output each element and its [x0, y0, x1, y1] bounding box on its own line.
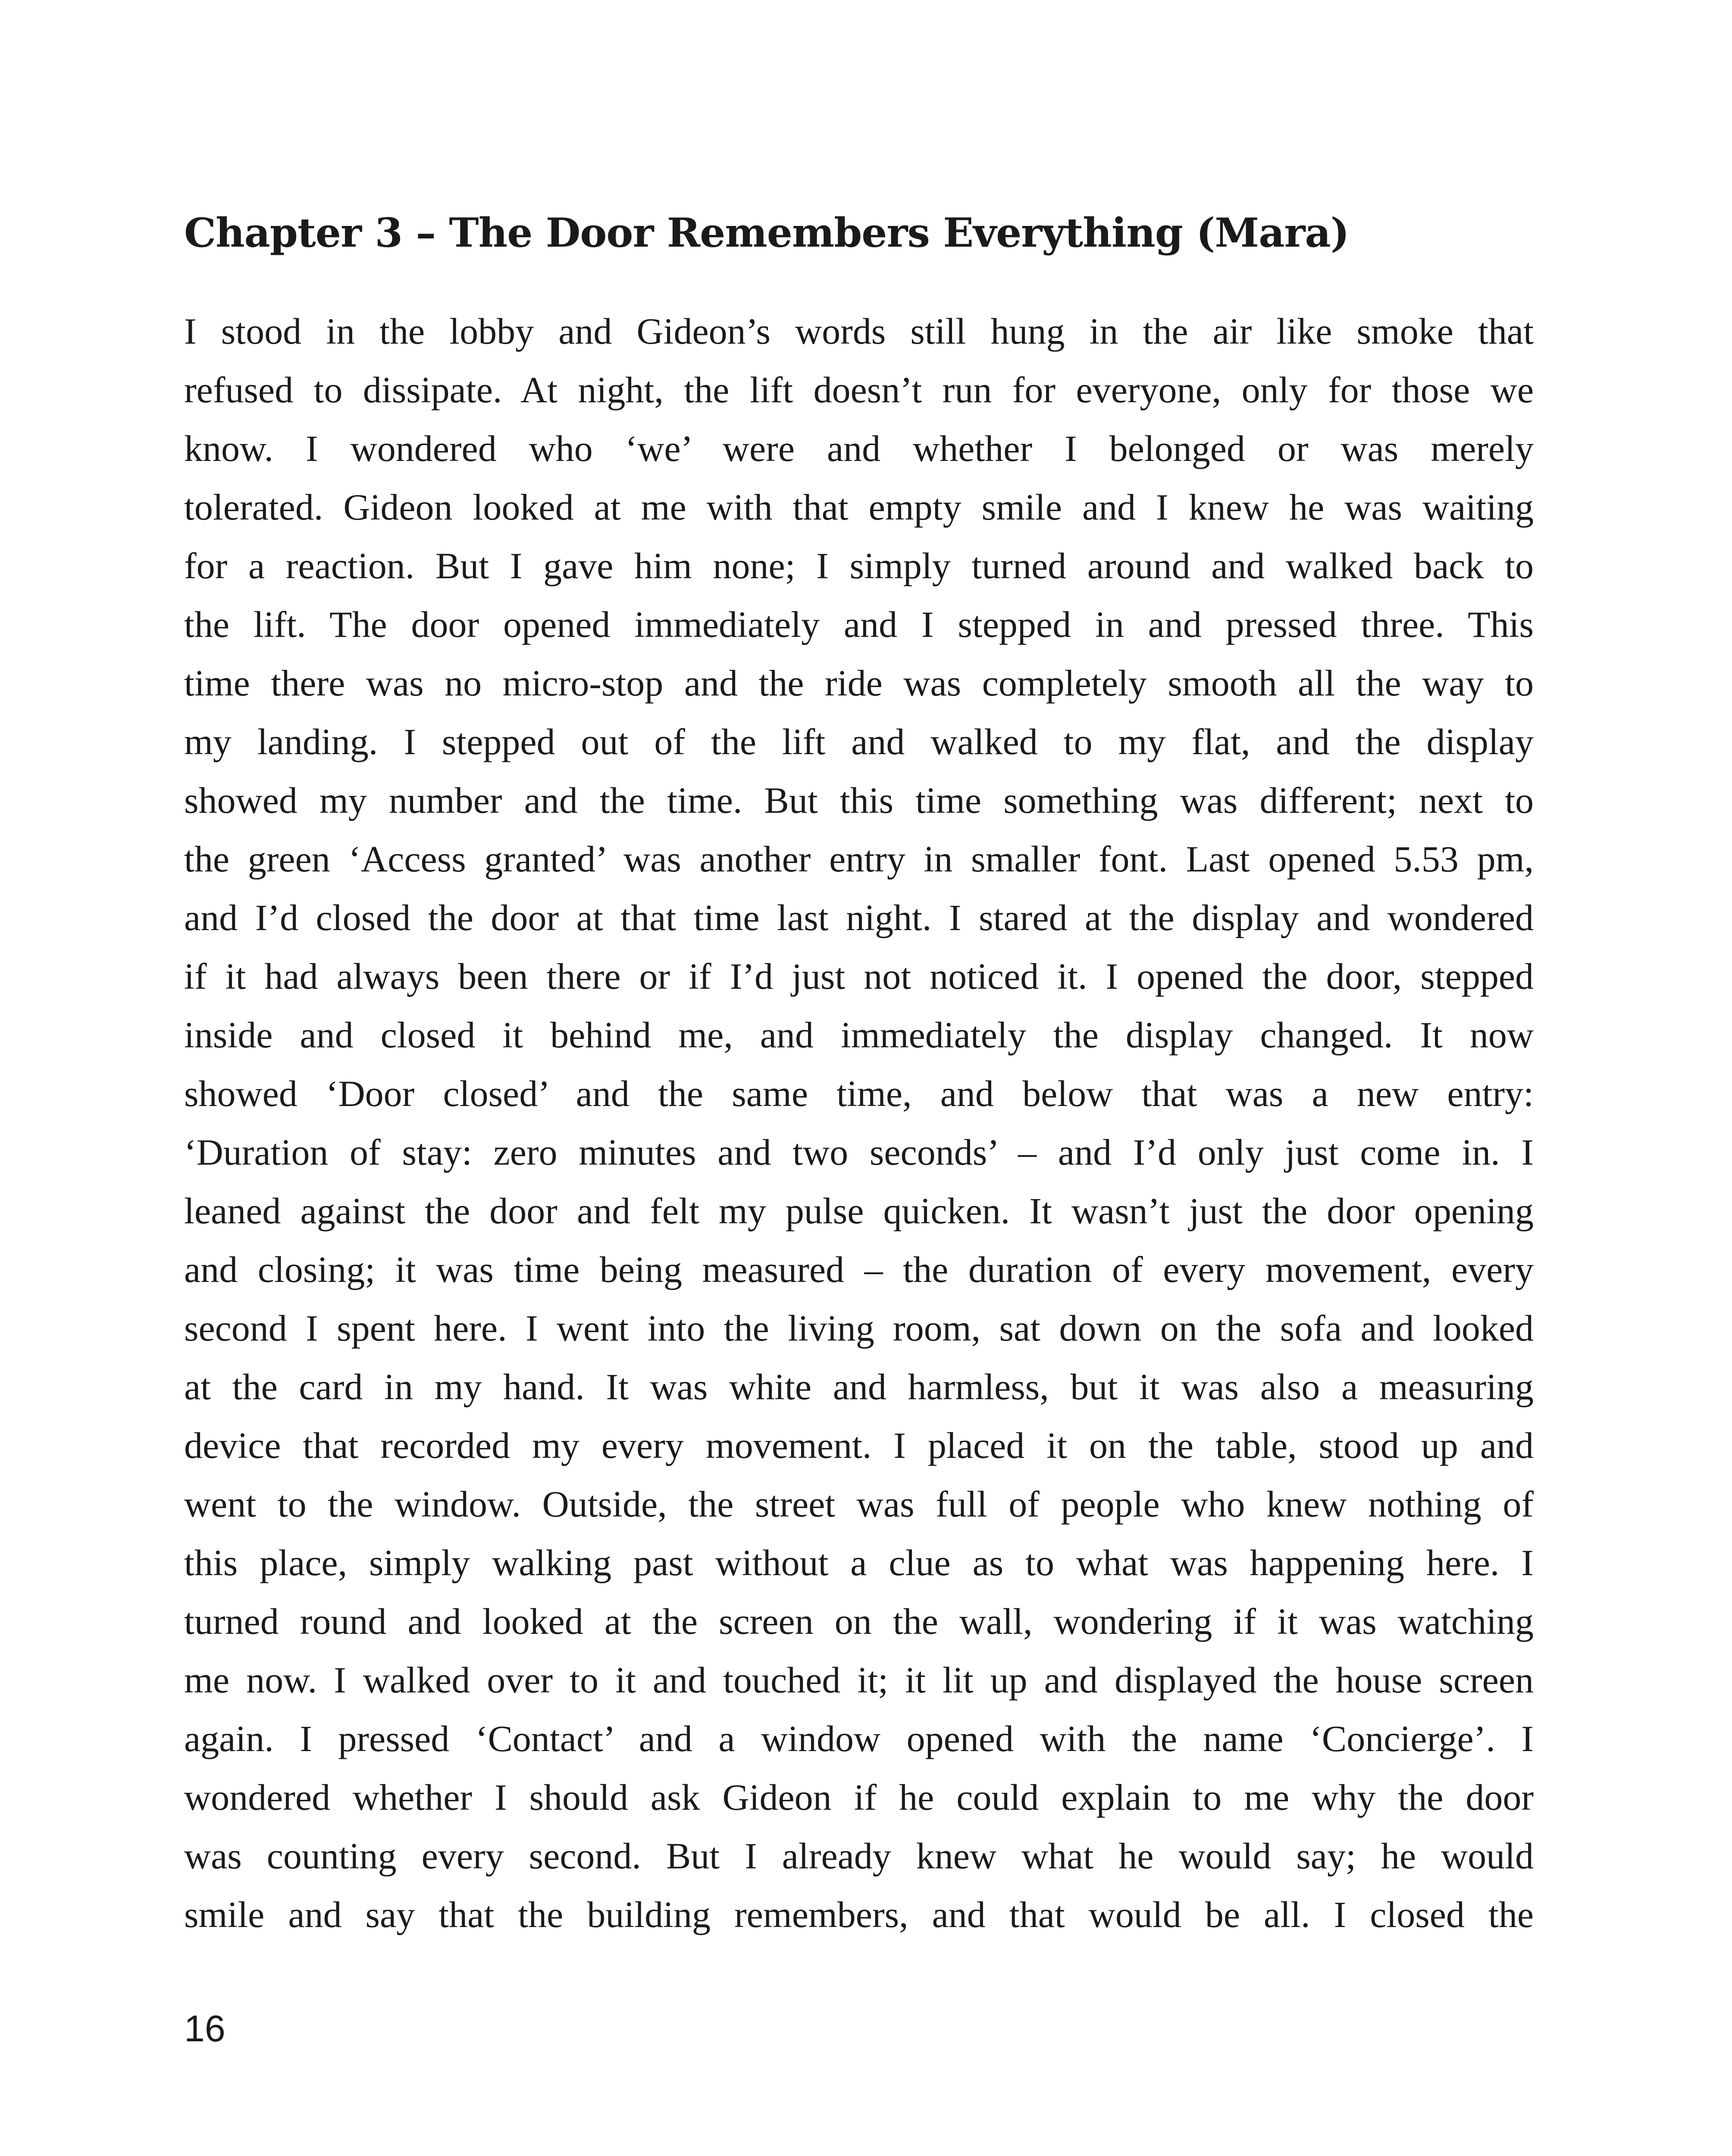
text-line: device that recorded my every movement. I placed it on the table, stood up and: [184, 1425, 1534, 1466]
chapter-title: Chapter 3 – The Door Remembers Everything (Mara): [184, 209, 1349, 256]
text-line: my landing. I stepped out of the lift and walked to my flat, and the display: [184, 721, 1534, 762]
text-line: turned round and looked at the screen on the wall, wondering if it was watching: [184, 1601, 1534, 1642]
text-line: second I spent here. I went into the living room, sat down on the sofa and looked: [184, 1307, 1534, 1349]
page-number: 16: [184, 2008, 226, 2049]
text-line: showed ‘Door closed’ and the same time, and below that was a new entry:: [184, 1073, 1534, 1114]
text-line: at the card in my hand. It was white and harmless, but it was also a measuring: [184, 1366, 1534, 1407]
text-line: this place, simply walking past without a clue as to what was happening here. I: [184, 1542, 1534, 1583]
text-line: for a reaction. But I gave him none; I simply turned around and walked back to: [184, 545, 1534, 586]
text-line: know. I wondered who ‘we’ were and whether I belonged or was merely: [184, 428, 1534, 469]
text-line: the green ‘Access granted’ was another entry in smaller font. Last opened 5.53 pm,: [184, 838, 1534, 880]
text-line: and closing; it was time being measured – the duration of every movement, every: [184, 1249, 1534, 1290]
text-line: showed my number and the time. But this time something was different; next to: [184, 780, 1534, 821]
text-line: was counting every second. But I already knew what he would say; he would: [184, 1835, 1534, 1877]
text-line: again. I pressed ‘Contact’ and a window opened with the name ‘Concierge’. I: [184, 1718, 1534, 1759]
text-line: and I’d closed the door at that time last night. I stared at the display and wondered: [184, 897, 1534, 938]
text-line: tolerated. Gideon looked at me with that empty smile and I knew he was waiting: [184, 486, 1534, 528]
body-paragraph: [184, 302, 1534, 1944]
text-line: went to the window. Outside, the street was full of people who knew nothing of: [184, 1483, 1534, 1525]
text-line: me now. I walked over to it and touched it; it lit up and displayed the house screen: [184, 1659, 1534, 1701]
text-line: if it had always been there or if I’d just not noticed it. I opened the door, stepped: [184, 956, 1534, 997]
text-line: the lift. The door opened immediately and I stepped in and pressed three. This: [184, 604, 1534, 645]
text-line: leaned against the door and felt my pulse quicken. It wasn’t just the door opening: [184, 1190, 1534, 1232]
text-line: smile and say that the building remembers, and that would be all. I closed the: [184, 1894, 1534, 1935]
text-line: ‘Duration of stay: zero minutes and two seconds’ – and I’d only just come in. I: [184, 1131, 1534, 1173]
text-line: inside and closed it behind me, and immediately the display changed. It now: [184, 1014, 1534, 1056]
text-line: wondered whether I should ask Gideon if he could explain to me why the door: [184, 1777, 1534, 1818]
text-line: refused to dissipate. At night, the lift doesn’t run for everyone, only for those we: [184, 369, 1534, 411]
text-line: time there was no micro-stop and the ride was completely smooth all the way to: [184, 662, 1534, 704]
text-line: I stood in the lobby and Gideon’s words still hung in the air like smoke that: [184, 310, 1534, 352]
